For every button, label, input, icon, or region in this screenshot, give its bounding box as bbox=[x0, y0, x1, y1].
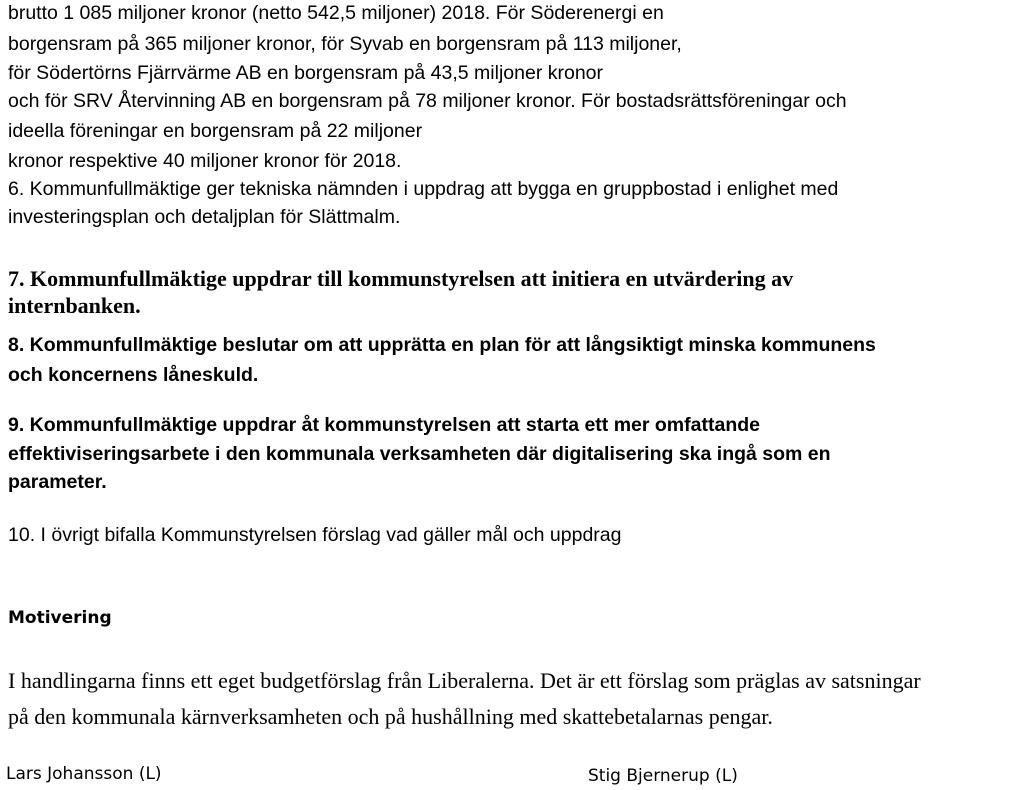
item-9-line-3: parameter. bbox=[8, 471, 107, 493]
intro-line-6: kronor respektive 40 miljoner kronor för 2018. bbox=[8, 150, 402, 172]
item-8-line-1: 8. Kommunfullmäktige beslutar om att upprätta en plan för att långsiktigt minska kommunens bbox=[8, 334, 876, 356]
intro-line-2: borgensram på 365 miljoner kronor, för Syvab en borgensram på 113 miljoner, bbox=[8, 33, 682, 55]
item-8-line-2: och koncernens låneskuld. bbox=[8, 364, 259, 386]
intro-line-4: och för SRV Återvinning AB en borgensram på 78 miljoner kronor. För bostadsrättsföreningar och bbox=[8, 90, 847, 112]
motivering-heading: Motivering bbox=[8, 608, 112, 628]
item-6-line-2: investeringsplan och detaljplan för Slättmalm. bbox=[8, 206, 401, 228]
item-7-line-1: 7. Kommunfullmäktige uppdrar till kommunstyrelsen att initiera en utvärdering av bbox=[8, 266, 794, 291]
item-9-line-1: 9. Kommunfullmäktige uppdrar åt kommunstyrelsen att starta ett mer omfattande bbox=[8, 414, 760, 436]
signature-lars-johansson: Lars Johansson (L) bbox=[6, 764, 162, 784]
intro-line-3: för Södertörns Fjärrvärme AB en borgensram på 43,5 miljoner kronor bbox=[8, 62, 604, 84]
item-7-line-2: internbanken. bbox=[8, 293, 141, 318]
item-9-line-2: effektiviseringsarbete i den kommunala verksamheten där digitalisering ska ingå som en bbox=[8, 443, 831, 465]
intro-line-5: ideella föreningar en borgensram på 22 miljoner bbox=[8, 120, 423, 142]
item-10: 10. I övrigt bifalla Kommunstyrelsen förslag vad gäller mål och uppdrag bbox=[8, 524, 622, 546]
intro-line-1: brutto 1 085 miljoner kronor (netto 542,5 miljoner) 2018. För Söderenergi en bbox=[8, 2, 664, 24]
motivering-line-1: I handlingarna finns ett eget budgetförslag från Liberalerna. Det är ett förslag som präglas av satsningar bbox=[8, 668, 921, 693]
signature-stig-bjernerup: Stig Bjernerup (L) bbox=[588, 766, 738, 786]
motivering-line-2: på den kommunala kärnverksamheten och på hushållning med skattebetalarnas pengar. bbox=[8, 704, 773, 729]
item-6-line-1: 6. Kommunfullmäktige ger tekniska nämnden i uppdrag att bygga en gruppbostad i enlighet med bbox=[8, 178, 839, 200]
